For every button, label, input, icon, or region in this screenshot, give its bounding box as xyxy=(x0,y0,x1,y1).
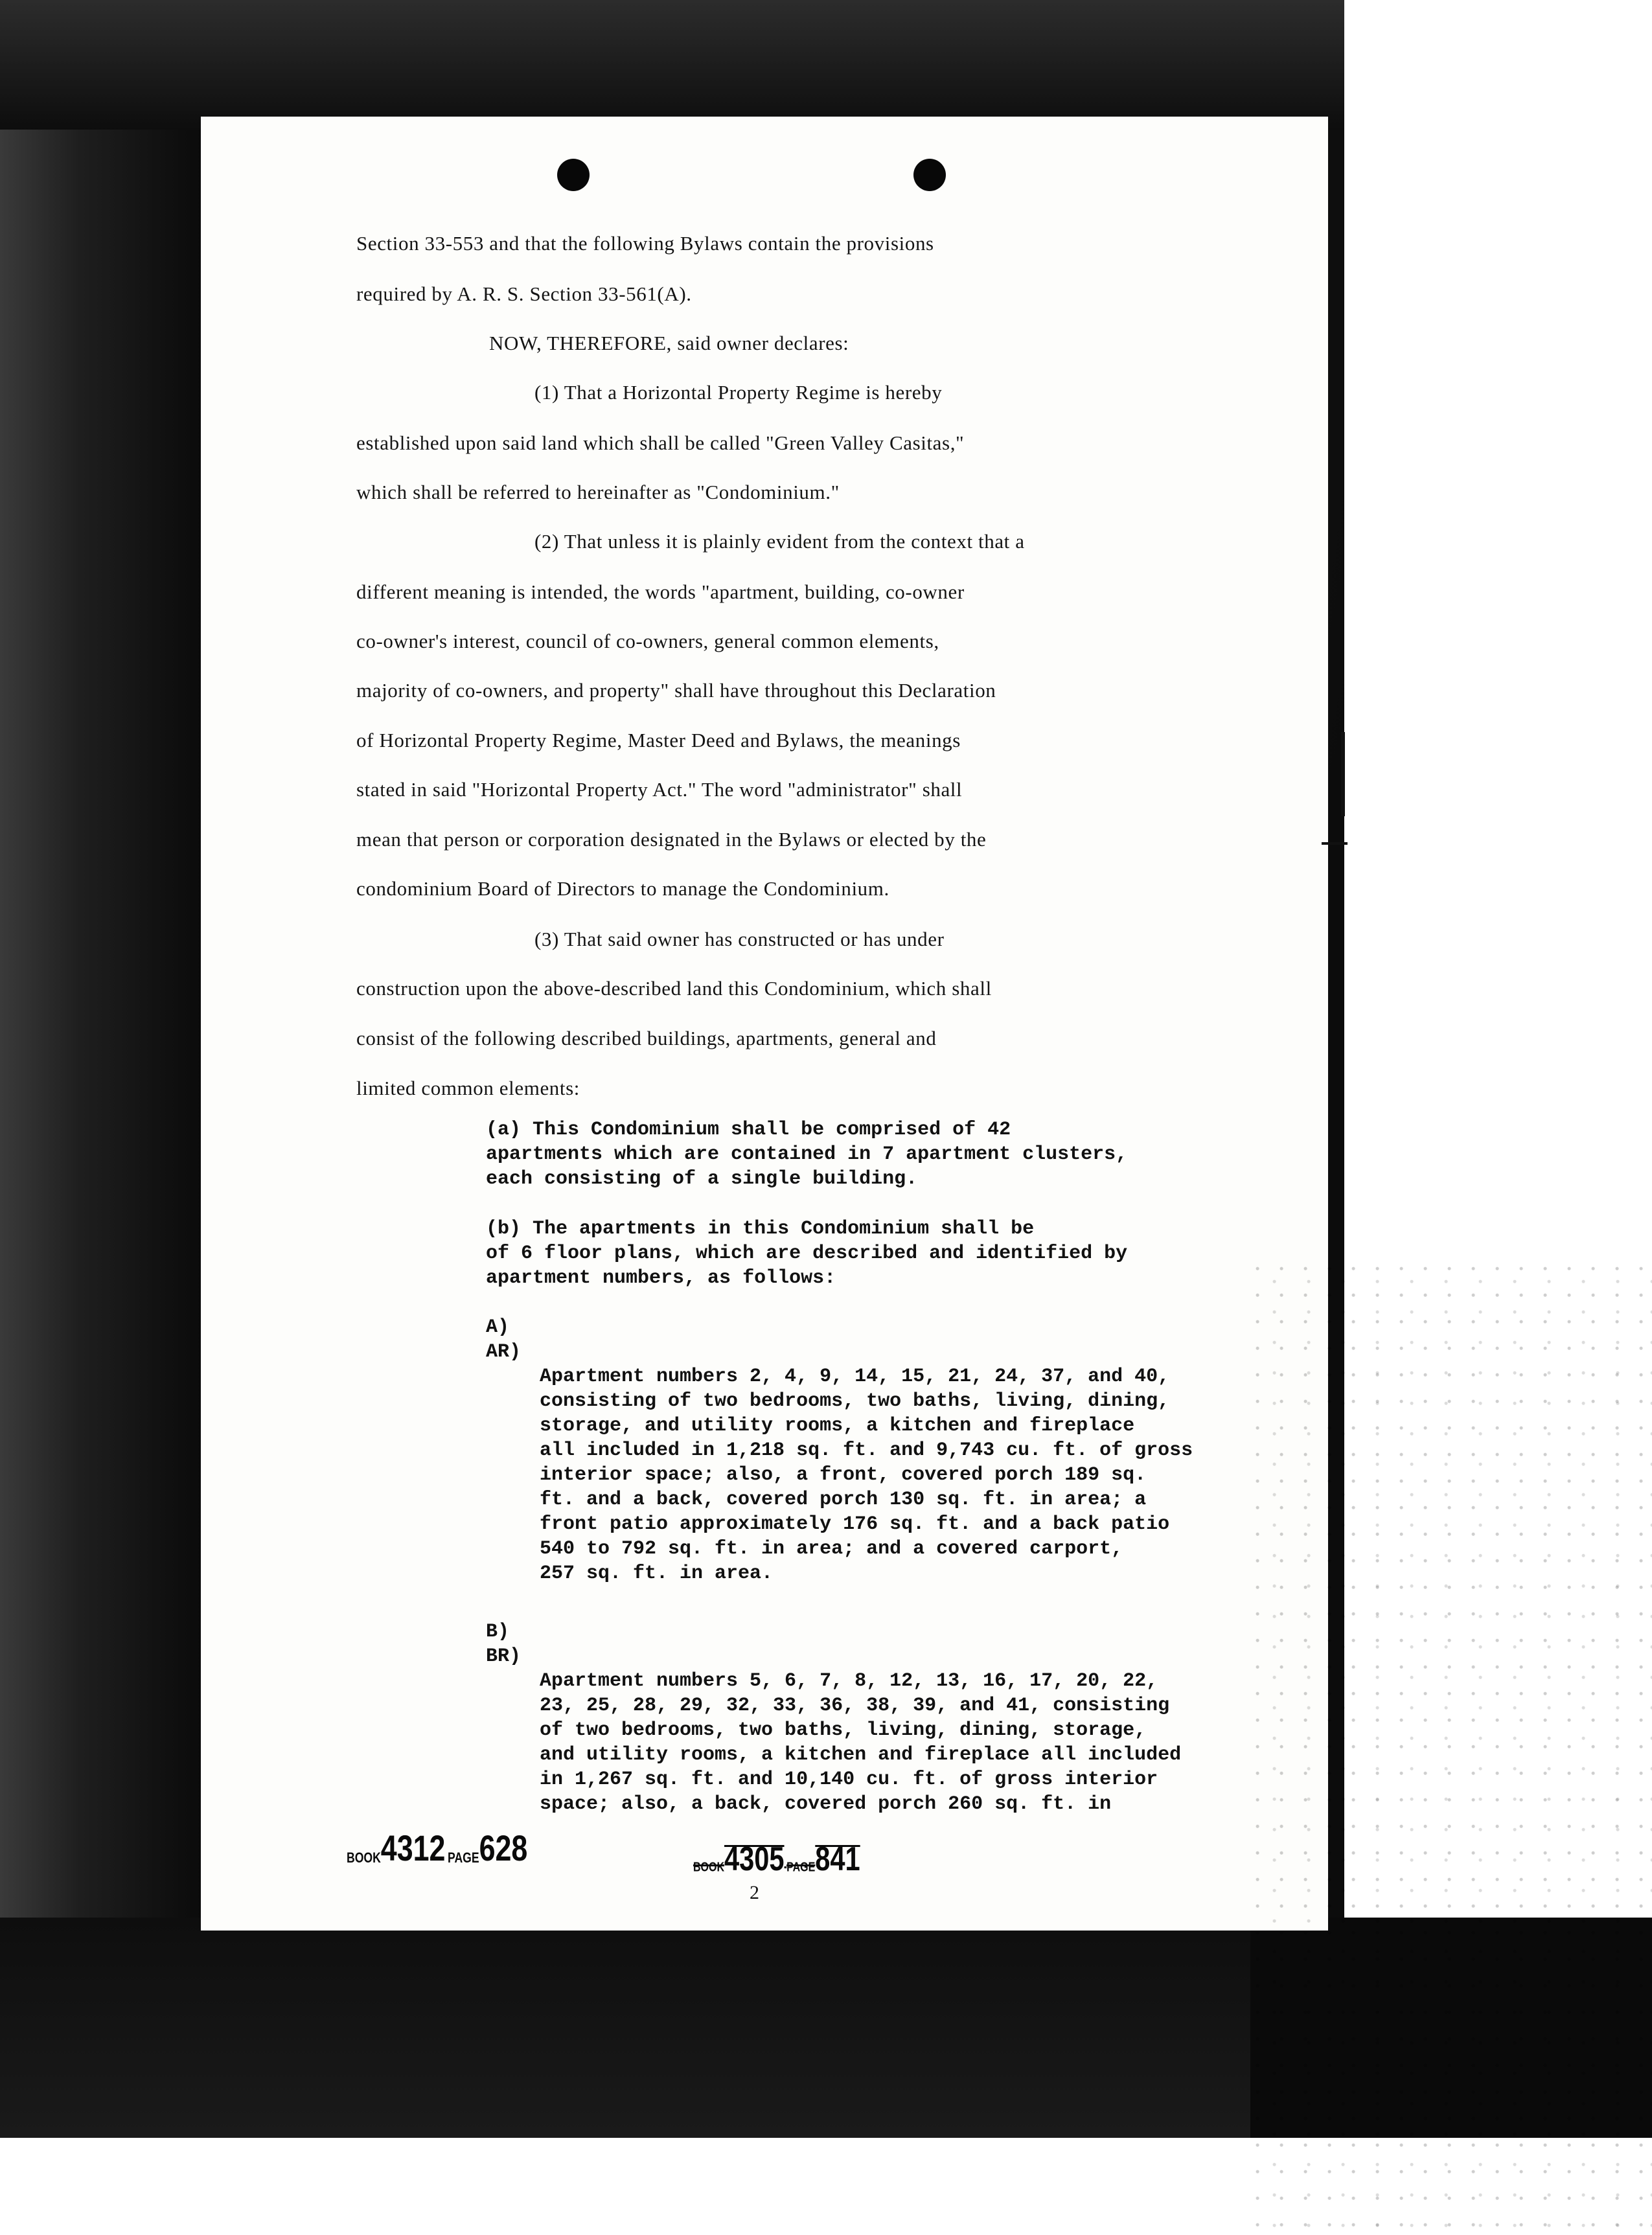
stamp-page-label: PAGE xyxy=(786,1860,816,1875)
paragraph-line: construction upon the above-described land this Condominium, which shall xyxy=(356,977,992,1000)
paragraph-line: (2) That unless it is plainly evident from the context that a xyxy=(534,530,1025,553)
paragraph-line: required by A. R. S. Section 33-561(A). xyxy=(356,282,692,305)
plan-a-description: Apartment numbers 2, 4, 9, 14, 15, 21, 24, 37, and 40, consisting of two bedrooms, two baths, living, dining, storage, and utility rooms, a kitchen and fireplace all included in 1,218 sq. ft. and 9,743 cu. ft. of gross interior space; also, a front, covered porch 189 sq. ft. and a back, covered porch 130 sq. ft. in area; a front patio approximately 176 sq. ft. and a back patio 540 to 792 sq. ft. in area; and a covered carport, 257 sq. ft. in area. xyxy=(540,1366,1193,1585)
paragraph-line: (1) That a Horizontal Property Regime is hereby xyxy=(534,381,943,404)
plan-a-labels: A) AR) xyxy=(486,1316,522,1363)
punch-hole-right xyxy=(913,159,946,191)
plan-b-description: Apartment numbers 5, 6, 7, 8, 12, 13, 16, 17, 20, 22, 23, 25, 28, 29, 32, 33, 36, 38, 39, and 41, consisting of two bedrooms, two baths, living, dining, storage, and utility rooms, a kitchen and fireplace all included in 1,267 sq. ft. and 10,140 cu. ft. of gross interior space; also, a back, covered porch 260 sq. ft. in xyxy=(540,1670,1182,1815)
punch-hole-left xyxy=(557,159,590,191)
item-a: (a) This Condominium shall be comprised of 42 apartments which are contained in 7 apartment clusters, each consisting of a single building. xyxy=(486,1119,1128,1190)
recording-stamp-struck xyxy=(693,1840,860,1879)
stamp-book-number: 4312 xyxy=(380,1828,446,1868)
paragraph-line: different meaning is intended, the words "apartment, building, co-owner xyxy=(356,580,965,603)
paper-tear-mark xyxy=(1322,842,1348,845)
recording-stamp-current xyxy=(347,1827,527,1869)
paragraph-line: which shall be referred to hereinafter as "Condominium." xyxy=(356,481,840,503)
paragraph-line: Section 33-553 and that the following Bylaws contain the provisions xyxy=(356,232,934,255)
stamp-page-label: PAGE xyxy=(448,1849,479,1866)
scan-noise xyxy=(1250,1263,1652,2235)
scan-edge-left xyxy=(0,0,201,2138)
paragraph-line: limited common elements: xyxy=(356,1077,580,1099)
paragraph-line: of Horizontal Property Regime, Master Deed and Bylaws, the meanings xyxy=(356,729,961,751)
page-number: 2 xyxy=(750,1882,759,1903)
stamp-book-label: BOOK xyxy=(347,1849,381,1866)
plan-b-labels: B) BR) xyxy=(486,1621,522,1668)
stamp-book-number: 4305 xyxy=(724,1840,785,1878)
paragraph-line: mean that person or corporation designated in the Bylaws or elected by the xyxy=(356,828,987,851)
paragraph-line: stated in said "Horizontal Property Act." The word "administrator" shall xyxy=(356,778,963,801)
stamp-book-label: BOOK xyxy=(693,1860,724,1875)
stamp-page-number: 628 xyxy=(479,1828,528,1868)
paragraph-line: majority of co-owners, and property" shall have throughout this Declaration xyxy=(356,679,996,702)
paragraph-line: consist of the following described buildings, apartments, general and xyxy=(356,1027,937,1049)
paragraph-line: established upon said land which shall be called "Green Valley Casitas," xyxy=(356,431,965,454)
paragraph-line: NOW, THEREFORE, said owner declares: xyxy=(489,332,849,354)
paragraph-line: (3) That said owner has constructed or has under xyxy=(534,928,945,950)
paragraph-line: co-owner's interest, council of co-owners, general common elements, xyxy=(356,630,939,652)
item-b: (b) The apartments in this Condominium shall be of 6 floor plans, which are described and identified by apartment numbers, as follows: xyxy=(486,1218,1128,1289)
paragraph-line: condominium Board of Directors to manage the Condominium. xyxy=(356,877,889,900)
stamp-page-number: 841 xyxy=(815,1840,860,1878)
paper-fold-mark xyxy=(1341,732,1345,816)
